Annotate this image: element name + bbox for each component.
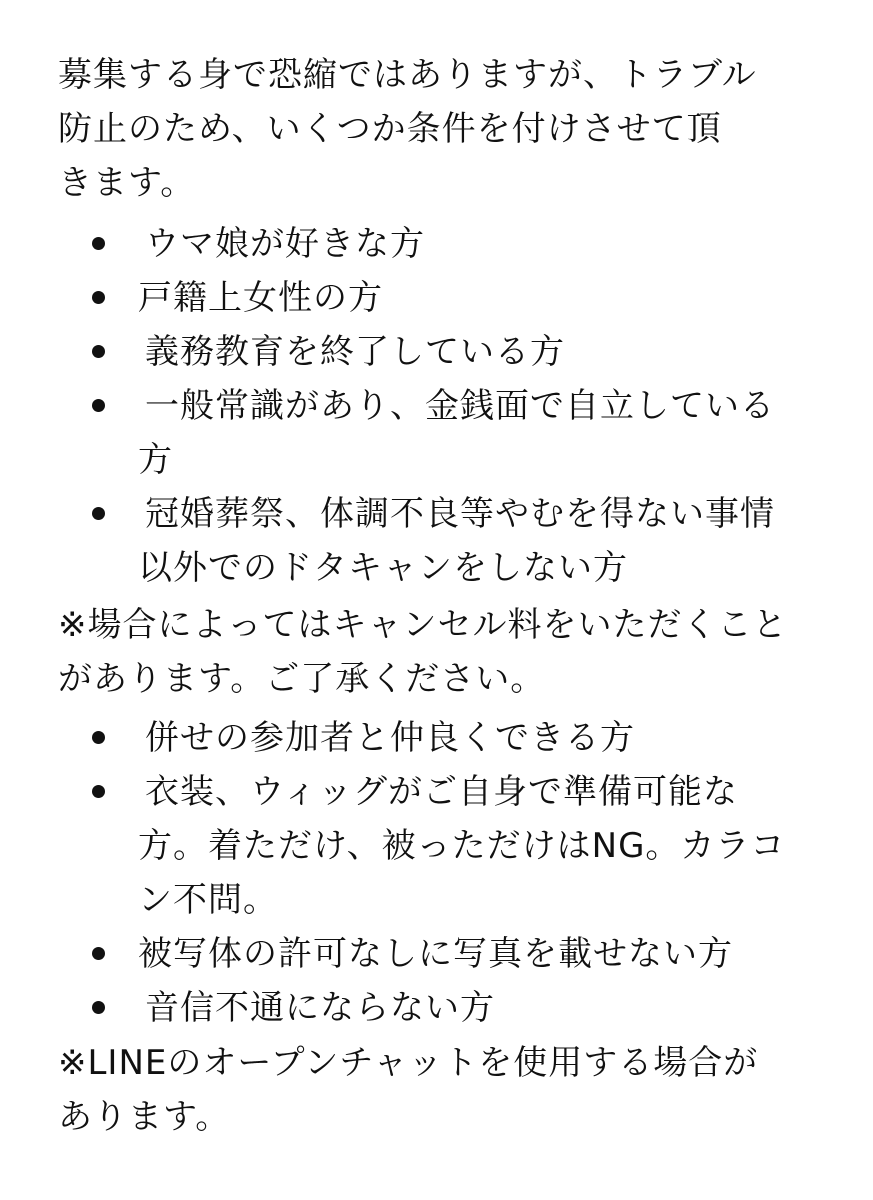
- bullet-icon: [92, 947, 105, 960]
- list-item: 被写体の許可なしに写真を載せない方: [138, 934, 733, 974]
- bullet-icon: [92, 1001, 105, 1014]
- note-line: あります。: [58, 1097, 231, 1137]
- list-item: ウマ娘が好きな方: [145, 224, 425, 264]
- bullet-icon: [92, 785, 105, 798]
- list-item: 音信不通にならない方: [145, 988, 495, 1028]
- bullet-icon: [92, 399, 105, 412]
- list-item-continuation: 方。着ただけ、被っただけはNG。カラコ: [138, 826, 786, 866]
- bullet-icon: [92, 291, 105, 304]
- intro-line: きます。: [58, 163, 196, 203]
- list-item: 一般常識があり、金銭面で自立している: [145, 386, 775, 426]
- list-item: 戸籍上女性の方: [138, 278, 383, 318]
- list-item: 衣装、ウィッグがご自身で準備可能な: [145, 772, 738, 812]
- bullet-icon: [92, 731, 105, 744]
- list-item-continuation: 方: [138, 440, 173, 480]
- list-item: 冠婚葬祭、体調不良等やむを得ない事情: [145, 494, 775, 534]
- bullet-icon: [92, 345, 105, 358]
- list-item-continuation: 以外でのドタキャンをしない方: [138, 548, 628, 588]
- note-line: があります。ご了承ください。: [58, 659, 546, 699]
- list-item: 併せの参加者と仲良くできる方: [145, 718, 635, 758]
- note-line: ※場合によってはキャンセル料をいただくこと: [58, 605, 788, 645]
- list-item-continuation: ン不問。: [138, 880, 278, 920]
- intro-line: 防止のため、いくつか条件を付けさせて頂: [58, 109, 722, 149]
- bullet-icon: [92, 507, 105, 520]
- bullet-icon: [92, 237, 105, 250]
- intro-line: 募集する身で恐縮ではありますが、トラブル: [58, 55, 757, 95]
- list-item: 義務教育を終了している方: [145, 332, 565, 372]
- note-line: ※LINEのオープンチャットを使用する場合が: [58, 1043, 759, 1083]
